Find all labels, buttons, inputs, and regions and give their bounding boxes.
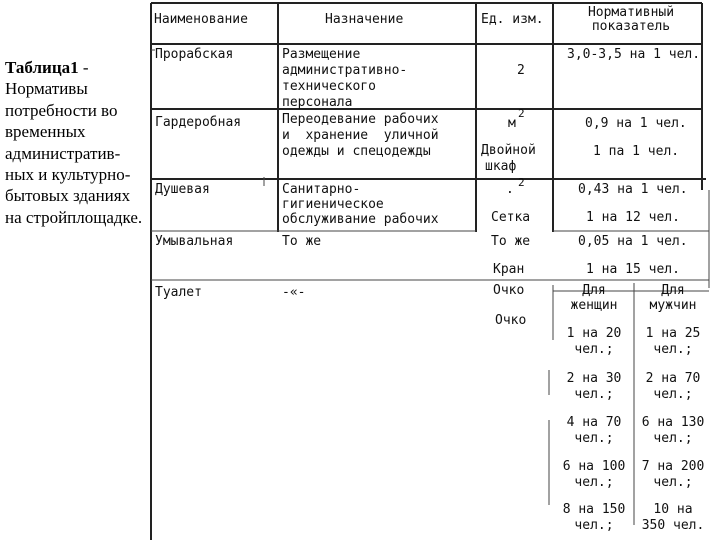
men-ratio-2a: 2 на 70	[645, 371, 701, 386]
row-tualet-name: Туалет	[155, 285, 202, 300]
women-ratio-5b: чел.;	[574, 518, 614, 533]
row-dush-purpose-2: гигиеническое	[282, 197, 384, 212]
row-prorab-unit: 2	[517, 63, 525, 78]
men-ratio-4a: 7 на 200	[641, 459, 705, 474]
row-umyv-name: Умывальная	[155, 234, 234, 249]
row-tualet-unit-b: Очко	[495, 313, 527, 328]
row-garderob-name: Гардеробная	[155, 115, 242, 130]
row-garderob-purpose-1: Переодевание рабочих	[282, 112, 439, 127]
row-garderob-unit-b1: Двойной	[481, 143, 536, 158]
row-garderob-unit-b2: шкаф	[485, 159, 517, 174]
row-garderob-purpose-2: и хранение уличной	[282, 128, 439, 143]
women-ratio-1a: 1 на 20	[566, 326, 622, 341]
row-garderob-unit-a: м	[508, 116, 516, 131]
women-ratio-2b: чел.;	[574, 387, 614, 402]
row-dush-unit-b: Сетка	[491, 210, 531, 225]
women-ratio-2a: 2 на 30	[566, 371, 622, 386]
women-ratio-3b: чел.;	[574, 431, 614, 446]
row-umyv-norm-b: 1 на 15 чел.	[586, 262, 680, 277]
row-garderob-purpose-3: одежды и спецодежды	[282, 144, 431, 159]
row-dush-unit-a-sup: 2	[518, 176, 525, 189]
row-garderob-unit-a-sup: 2	[518, 107, 525, 120]
row-tualet-purpose: -«-	[282, 285, 306, 300]
men-ratio-1b: чел.;	[653, 342, 693, 357]
women-ratio-1b: чел.;	[574, 342, 614, 357]
men-ratio-2b: чел.;	[653, 387, 693, 402]
header-norm-1: Нормативный	[587, 5, 675, 20]
men-ratio-3b: чел.;	[653, 431, 693, 446]
row-umyv-unit-a: То же	[491, 234, 531, 249]
caption-text: - Нормативы потребности во временных административ- ных и культурно- бытовых зданиях на стройплощадке.	[5, 58, 143, 227]
header-name: Наименование	[154, 12, 248, 27]
row-prorab-name: Прорабская	[155, 47, 234, 62]
row-umyv-norm-a: 0,05 на 1 чел.	[578, 234, 688, 249]
men-ratio-1a: 1 на 25	[645, 326, 701, 341]
women-ratio-5a: 8 на 150	[562, 502, 626, 517]
header-unit: Ед. изм.	[481, 12, 544, 27]
header-norm-2: показатель	[591, 19, 671, 34]
row-prorab-purpose-2: административно-	[282, 63, 408, 78]
men-header-1: Для	[661, 283, 685, 298]
row-dush-norm-b: 1 на 12 чел.	[586, 210, 680, 225]
men-header-2: мужчин	[649, 298, 697, 313]
women-header-1: Для	[582, 283, 606, 298]
row-dush-purpose-3: обслуживание рабочих	[282, 212, 439, 227]
women-header-2: женщин	[570, 298, 618, 313]
women-ratio-4a: 6 на 100	[562, 459, 626, 474]
row-dush-unit-a: .	[506, 182, 514, 197]
row-dush-norm-a: 0,43 на 1 чел.	[578, 182, 688, 197]
caption-bold: Таблица1	[5, 58, 79, 77]
row-tualet-unit-a: Очко	[493, 283, 525, 298]
row-prorab-purpose-1: Размещение	[282, 47, 361, 62]
men-ratio-5a: 10 на	[653, 502, 693, 517]
women-ratio-4b: чел.;	[574, 475, 614, 490]
row-dush-purpose-1: Санитарно-	[282, 182, 361, 197]
women-ratio-3a: 4 на 70	[566, 415, 622, 430]
row-garderob-norm-b: 1 па 1 чел.	[593, 144, 680, 159]
row-umyv-unit-b: Кран	[493, 262, 525, 277]
row-dush-name: Душевая	[155, 182, 210, 197]
header-purpose: Назначение	[325, 12, 404, 27]
row-prorab-norm: 3,0-3,5 на 1 чел.	[567, 47, 701, 62]
row-prorab-purpose-4: персонала	[282, 95, 353, 110]
row-umyv-purpose: То же	[282, 234, 322, 249]
men-ratio-4b: чел.;	[653, 475, 693, 490]
men-ratio-5b: 350 чел.	[641, 518, 705, 533]
men-ratio-3a: 6 на 130	[641, 415, 705, 430]
row-prorab-purpose-3: технического	[282, 79, 376, 94]
row-garderob-norm-a: 0,9 на 1 чел.	[585, 116, 687, 131]
